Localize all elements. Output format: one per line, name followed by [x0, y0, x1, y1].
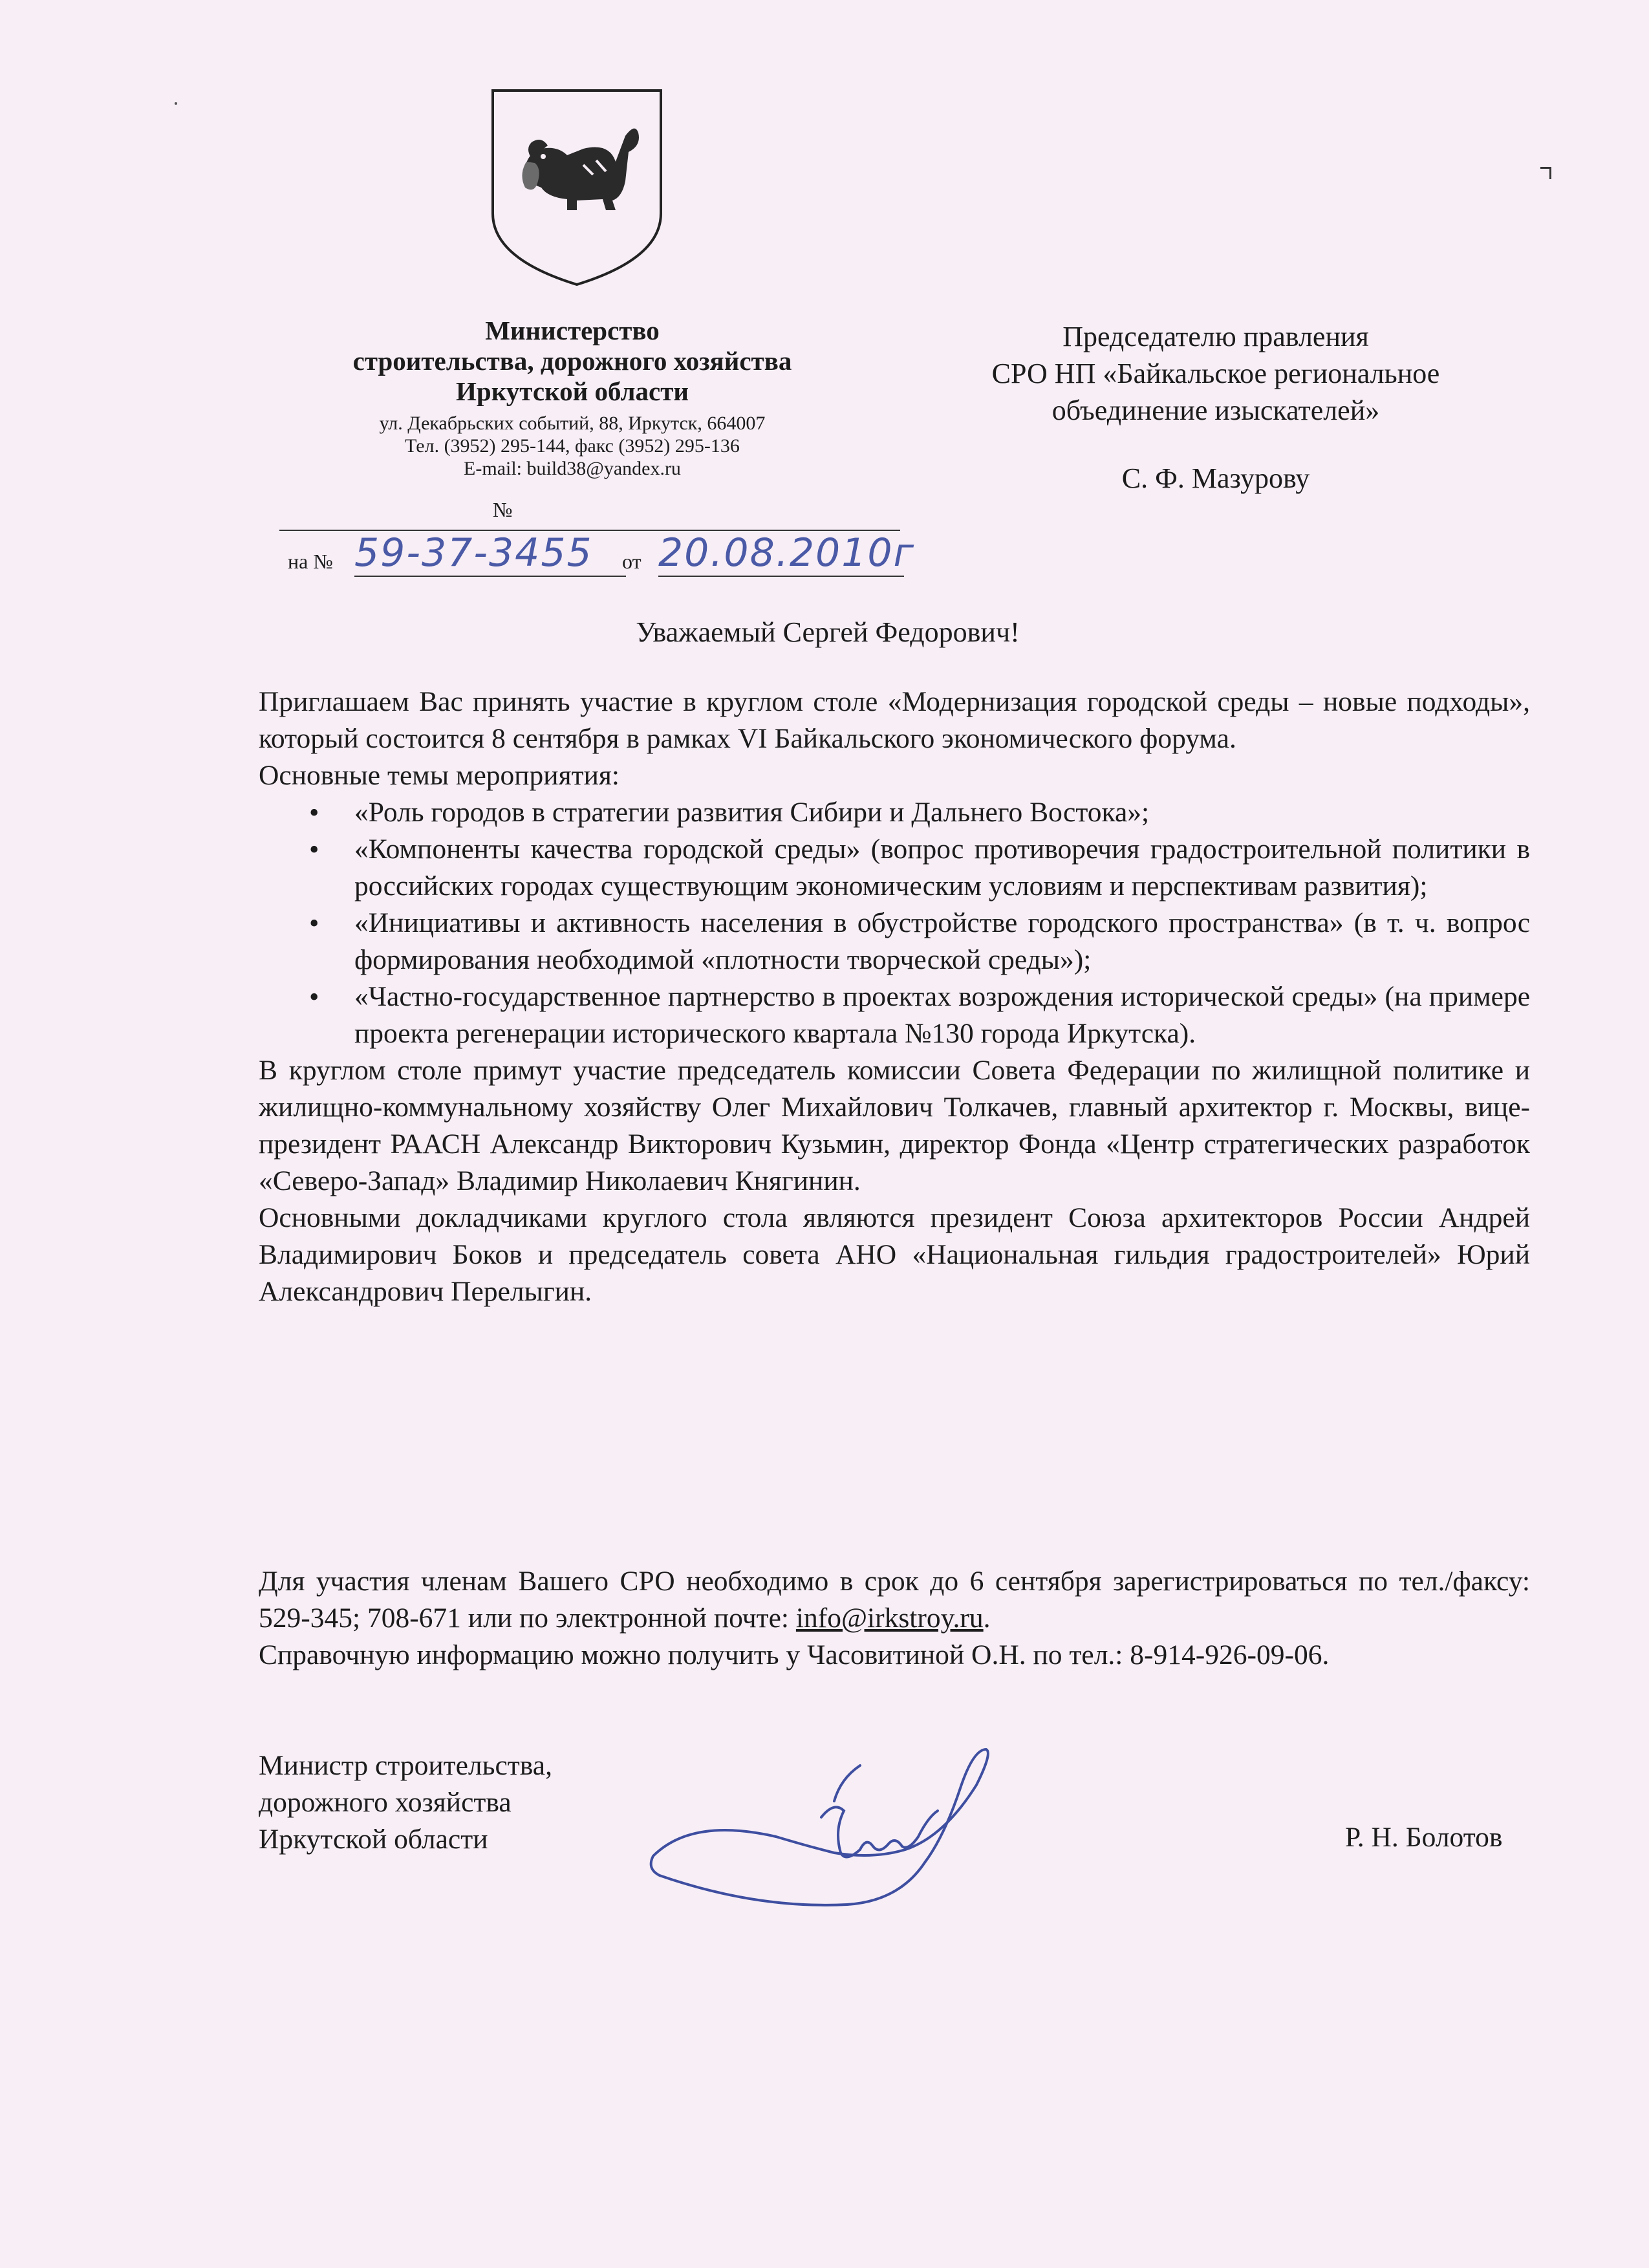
- addressee-name: С. Ф. Мазурову: [1121, 462, 1310, 494]
- corner-mark: [1540, 167, 1551, 179]
- addressee-block: [938, 318, 1494, 429]
- scan-dot: [175, 102, 177, 105]
- topic-item: • «Роль городов в стратегии развития Сибири и Дальнего Востока»;: [354, 794, 1530, 831]
- handwritten-signature: [640, 1740, 1028, 1914]
- participants-paragraph: В круглом столе примут участие председатель комиссии Совета Федерации по жилищной политике и жилищно-коммунальному хозяйству Олег Михайлович Толкачев, главный архитектор г. Москвы, вице-президент РААСН Александр Викторович Кузьмин, директор Фонда «Центр стратегических разработок «Северо-Запад» Владимир Николаевич Княгинин.: [259, 1055, 1530, 1196]
- addressee-line2: СРО НП «Байкальское региональное: [991, 358, 1440, 389]
- addressee-line3: объединение изыскателей»: [1051, 394, 1380, 426]
- closing-block: [259, 1563, 1530, 1674]
- topic-item: • «Частно-государственное партнерство в проектах возрождения исторической среды» (на примере проекта регенерации исторического квартала №130 города Иркутска).: [354, 978, 1530, 1052]
- salutation: Уважаемый Сергей Федорович!: [636, 616, 1020, 648]
- registration-paragraph: [259, 1563, 1530, 1637]
- ministry-email: E-mail: build38@yandex.ru: [464, 458, 681, 479]
- reference-date: 20.08.2010г: [658, 530, 916, 576]
- addressee-line1: Председателю правления: [1062, 321, 1369, 352]
- ministry-name-line2: строительства, дорожного хозяйства: [352, 346, 792, 376]
- topic-item: • «Компоненты качества городской среды» (вопрос противоречия градостроительной политики в российских городах существующим экономическим условиям и перспективам развития);: [354, 831, 1530, 905]
- reference-number: 59-37-3455: [354, 530, 626, 577]
- registration-text: Для участия членам Вашего СРО необходимо в срок до 6 сентября зарегистрироваться по тел./факсу: 529-345; 708-671 или по электронной почте:: [259, 1566, 1530, 1634]
- ministry-address: ул. Декабрьских событий, 88, Иркутск, 664007: [379, 413, 766, 434]
- signer-title-line2: дорожного хозяйства: [259, 1787, 512, 1818]
- intro-paragraph: Приглашаем Вас принять участие в круглом столе «Модернизация городской среды – новые подходы», который состоится 8 сентября в рамках VI Байкальского экономического форума.: [259, 686, 1530, 754]
- ministry-header: [259, 316, 886, 480]
- signer-title: [259, 1747, 552, 1858]
- reference-number-label: на №: [288, 550, 333, 573]
- signer-title-line1: Министр строительства,: [259, 1750, 552, 1781]
- ministry-name-line3: Иркутской области: [456, 376, 689, 406]
- letter-body: [259, 684, 1530, 1310]
- signer-name: Р. Н. Болотов: [1345, 1822, 1503, 1853]
- coat-of-arms-icon: [486, 84, 667, 291]
- reference-date-label: от: [622, 550, 641, 573]
- outgoing-number-label: №: [493, 498, 513, 521]
- topic-item: • «Инициативы и активность населения в обустройстве городского пространства» (в т. ч. вопрос формирования необходимой «плотности творческой среды»);: [354, 905, 1530, 978]
- info-paragraph: Справочную информацию можно получить у Часовитиной О.Н. по тел.: 8-914-926-09-06.: [259, 1639, 1330, 1670]
- ministry-name-line1: Министерство: [485, 316, 660, 345]
- topics-list: [259, 794, 1530, 1052]
- speakers-paragraph: Основными докладчиками круглого стола являются президент Союза архитекторов России Андрей Владимирович Боков и председатель совета АНО «Национальная гильдия градостроителей» Юрий Александрович Перелыгин.: [259, 1202, 1530, 1307]
- registration-end: .: [983, 1603, 991, 1634]
- ministry-phone: Тел. (3952) 295-144, факс (3952) 295-136: [405, 435, 740, 457]
- email-link[interactable]: info@irkstroy.ru: [795, 1603, 984, 1634]
- signer-title-line3: Иркутской области: [259, 1824, 488, 1855]
- topics-heading: Основные темы мероприятия:: [259, 760, 620, 791]
